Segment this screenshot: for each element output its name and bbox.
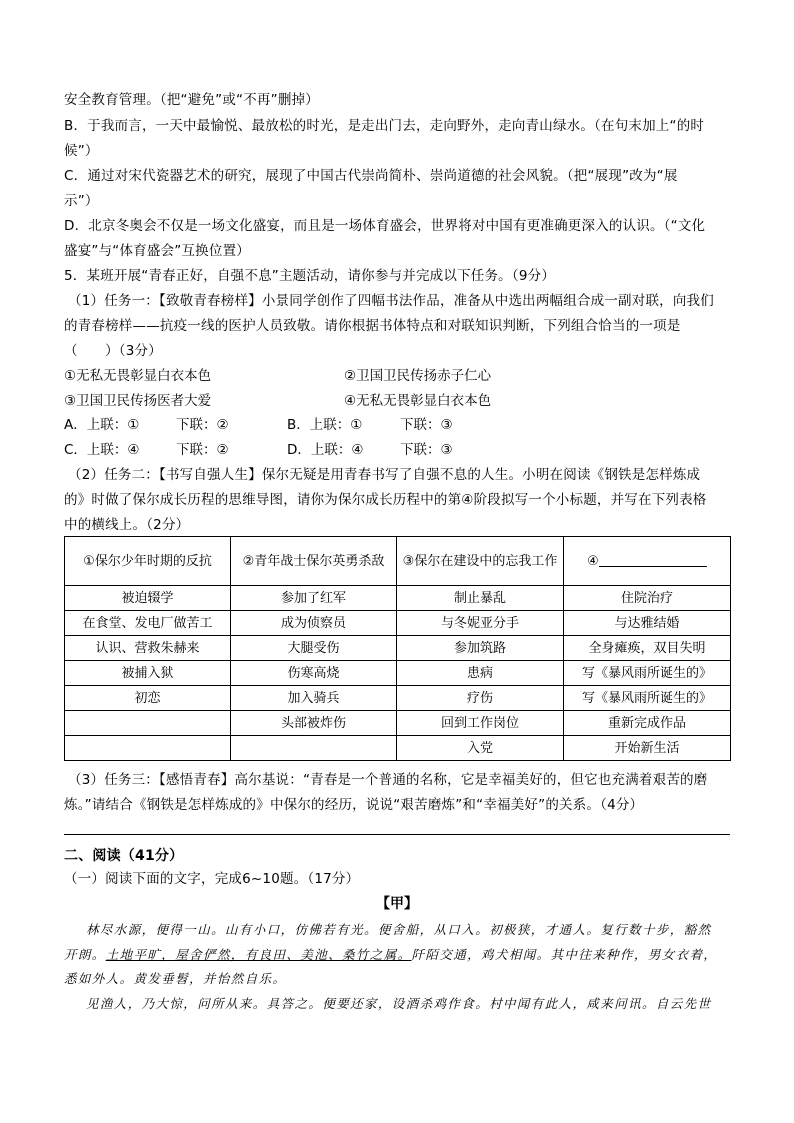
section-divider — [64, 834, 730, 835]
growth-mindmap-table — [64, 536, 731, 761]
reading-1-instruction: （一）阅读下面的文字，完成6~10题。（17分） — [64, 871, 360, 887]
task2-line2: 的》时做了保尔成长历程的思维导图，请你为保尔成长历程中的第④阶段拟写一个小标题，并写在下列表格 — [64, 492, 707, 508]
task3-line2: 炼。”请结合《钢铁是怎样炼成的》中保尔的经历，说说“艰苦磨炼”和“幸福美好”的关系。（4分） — [64, 797, 644, 813]
table-cell: 重新完成作品 — [564, 711, 731, 736]
q4-option-b: B．于我而言，一天中最愉悦、最放松的时光，是走出门去，走向野外，走向青山绿水。（在句末加上“的时 — [64, 118, 705, 134]
passage-line-2-c: 阡陌交通，鸡犬相闻。其中往来种作，男女衣着， — [411, 947, 718, 962]
choice-b-right: 下联：③ — [400, 417, 453, 433]
choice-d-right: 下联：③ — [400, 442, 453, 458]
task1-line1: （1）任务一：【致敬青春榜样】小景同学创作了四幅书法作品，准备从中选出两幅组合成一副对联，向我们 — [68, 293, 714, 309]
table-row — [65, 711, 731, 736]
task3-line1: （3）任务三：【感悟青春】高尔基说：“青春是一个普通的名称，它是幸福美好的，但它也充满着艰苦的磨 — [68, 772, 708, 788]
table-cell: 写《暴风雨所诞生的》 — [564, 661, 731, 686]
q5-title: 5．某班开展“青春正好，自强不息”主题活动，请你参与并完成以下任务。（9分） — [64, 268, 556, 284]
task2-line3: 中的横线上。（2分） — [64, 517, 190, 533]
task2-line1: （2）任务二：【书写自强人生】保尔无疑是用青春书写了自强不息的人生。小明在阅读《钢铁是怎样炼成 — [68, 467, 701, 483]
table-row — [65, 736, 731, 761]
passage-line-3: 悉如外人。黄发垂髫，并怡然自乐。 — [64, 971, 287, 986]
table-cell: 制止暴乱 — [397, 586, 564, 611]
stage-4-number: ④ — [587, 554, 599, 569]
stage-1-header: ①保尔少年时期的反抗 — [65, 537, 231, 586]
task1-line2: 的青春榜样——抗疫一线的医护人员致敬。请你根据书体特点和对联知识判断，下列组合恰当的一项是 — [64, 318, 681, 334]
stage-2-header: ②青年战士保尔英勇杀敌 — [231, 537, 397, 586]
table-cell: 回到工作岗位 — [397, 711, 564, 736]
table-cell: 头部被炸伤 — [231, 711, 397, 736]
table-cell: 认识、营救朱赫来 — [65, 636, 231, 661]
q4-option-a-tail: 安全教育管理。（把“避免”或“不再”删掉） — [64, 92, 319, 108]
table-cell: 伤寒高烧 — [231, 661, 397, 686]
table-cell: 开始新生活 — [564, 736, 731, 761]
q4-option-c: C．通过对宋代瓷器艺术的研究，展现了中国古代崇尚简朴、崇尚道德的社会风貌。（把“展现”改为“展 — [64, 168, 678, 184]
q4-option-c-cont: 示”） — [64, 193, 99, 209]
table-cell — [65, 711, 231, 736]
work-4: ④无私无畏彰显白衣本色 — [344, 393, 492, 409]
choice-a-left: A．上联：① — [64, 417, 140, 433]
table-cell: 患病 — [397, 661, 564, 686]
table-cell: 加入骑兵 — [231, 686, 397, 711]
table-cell: 与冬妮亚分手 — [397, 611, 564, 636]
table-cell: 参加了红军 — [231, 586, 397, 611]
table-row — [65, 611, 731, 636]
passage-jia-label: 【甲】 — [376, 896, 418, 912]
answer-blank[interactable] — [599, 552, 707, 567]
table-cell: 与达雅结婚 — [564, 611, 731, 636]
task1-line3: （ ）（3分） — [64, 343, 162, 359]
table-cell: 成为侦察员 — [231, 611, 397, 636]
choice-b-left: B．上联：① — [287, 417, 363, 433]
table-cell — [65, 736, 231, 761]
passage-line-1: 林尽水源，便得一山。山有小口，仿佛若有光。便舍船，从口入。初极狭，才通人。复行数十步，豁然 — [86, 922, 712, 937]
underlined-phrase: 土地平旷，屋舍俨然，有良田、美池、桑竹之属。 — [105, 947, 412, 962]
table-cell: 被捕入狱 — [65, 661, 231, 686]
choice-a-right: 下联：② — [176, 417, 229, 433]
table-header-row — [65, 537, 731, 586]
passage-line-4: 见渔人，乃大惊，问所从来。具答之。便要还家，设酒杀鸡作食。村中闻有此人，咸来问讯。自云先世 — [86, 996, 712, 1011]
choice-c-left: C．上联：④ — [64, 442, 140, 458]
table-cell: 全身瘫痪，双目失明 — [564, 636, 731, 661]
choice-c-right: 下联：② — [176, 442, 229, 458]
table-row — [65, 661, 731, 686]
work-1: ①无私无畏彰显白衣本色 — [64, 368, 212, 384]
table-row — [65, 686, 731, 711]
section-2-heading: 二、阅读（41分） — [64, 848, 184, 864]
table-cell: 被迫辍学 — [65, 586, 231, 611]
stage-3-header: ③保尔在建设中的忘我工作 — [397, 537, 564, 586]
q4-option-d: D．北京冬奥会不仅是一场文化盛宴，而且是一场体育盛会，世界将对中国有更准确更深入的认识。（“文化 — [64, 218, 706, 234]
table-cell: 参加筑路 — [397, 636, 564, 661]
table-cell: 写《暴风雨所诞生的》 — [564, 686, 731, 711]
q4-option-d-cont: 盛宴”与“体育盛会”互换位置） — [64, 243, 250, 259]
table-row — [65, 636, 731, 661]
table-cell: 疗伤 — [397, 686, 564, 711]
passage-line-2-a: 开朗。 — [64, 947, 106, 962]
choice-d-left: D．上联：④ — [287, 442, 364, 458]
table-cell: 入党 — [397, 736, 564, 761]
table-cell: 住院治疗 — [564, 586, 731, 611]
table-cell: 在食堂、发电厂做苦工 — [65, 611, 231, 636]
table-cell: 初恋 — [65, 686, 231, 711]
passage-line-2 — [64, 943, 717, 967]
stage-4-header — [564, 537, 731, 586]
work-3: ③卫国卫民传扬医者大爱 — [64, 393, 212, 409]
table-cell: 大腿受伤 — [231, 636, 397, 661]
table-row — [65, 586, 731, 611]
table-cell — [231, 736, 397, 761]
work-2: ②卫国卫民传扬赤子仁心 — [344, 368, 492, 384]
q4-option-b-cont: 候”） — [64, 143, 99, 159]
